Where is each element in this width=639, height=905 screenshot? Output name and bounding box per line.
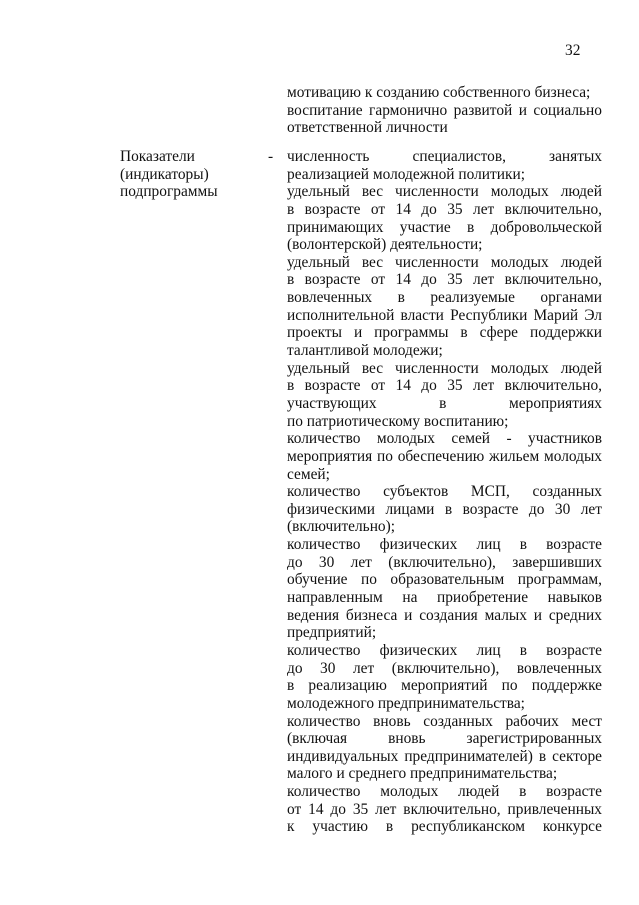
intro-text bbox=[287, 84, 602, 137]
text-line: малого и среднего предпринимательства; bbox=[287, 765, 558, 783]
label-line: (индикаторы) bbox=[120, 165, 209, 183]
text-line: мотивацию к созданию собственного бизнеса; bbox=[287, 84, 591, 101]
text-line: в реализацию мероприятий по поддержке bbox=[287, 677, 602, 695]
text-line: количество субъектов МСП, созданных bbox=[287, 483, 602, 501]
text-line: исполнительной власти Республики Марий Эл bbox=[287, 306, 602, 324]
text-line: (включая вновь зарегистрированных bbox=[287, 730, 602, 748]
text-line: воспитание гармонично развитой и социально bbox=[287, 101, 602, 119]
text-line: от 14 до 35 лет включительно, привлеченных bbox=[287, 800, 602, 818]
text-line: обучение по образовательным программам, bbox=[287, 571, 602, 589]
text-line: в возрасте от 14 до 35 лет включительно, bbox=[287, 200, 602, 218]
text-line: (волонтерской) деятельности; bbox=[287, 236, 483, 254]
text-line: ведения бизнеса и создания малых и средних bbox=[287, 606, 602, 624]
text-line: индивидуальных предпринимателей) в секторе bbox=[287, 747, 602, 765]
text-line: по патриотическому воспитанию; bbox=[287, 412, 509, 430]
text-line: количество физических лиц в возрасте bbox=[287, 536, 602, 554]
label-line: подпрограммы bbox=[120, 183, 218, 201]
text-line: реализацией молодежной политики; bbox=[287, 165, 525, 183]
text-line: предприятий; bbox=[287, 624, 377, 642]
text-line: ответственной личности bbox=[287, 119, 448, 137]
text-line: талантливой молодежи; bbox=[287, 342, 443, 360]
row-label bbox=[120, 148, 218, 201]
text-line: численность специалистов, занятых bbox=[287, 148, 602, 165]
text-line: в возрасте от 14 до 35 лет включительно, bbox=[287, 377, 602, 395]
text-line: проекты и программы в сфере поддержки bbox=[287, 324, 602, 342]
text-line: удельный вес численности молодых людей bbox=[287, 183, 602, 201]
text-line: количество вновь созданных рабочих мест bbox=[287, 712, 602, 730]
text-line: направленным на приобретение навыков bbox=[287, 589, 602, 607]
text-line: молодежного предпринимательства; bbox=[287, 694, 525, 712]
text-line: участвующих в мероприятиях bbox=[287, 394, 602, 412]
indicators-list bbox=[287, 148, 602, 836]
text-line: физическими лицами в возрасте до 30 лет bbox=[287, 500, 602, 518]
text-line: количество молодых семей - участников bbox=[287, 430, 602, 448]
text-line: мероприятия по обеспечению жильем молодых bbox=[287, 447, 602, 465]
text-line: до 30 лет (включительно), вовлеченных bbox=[287, 659, 602, 677]
text-line: (включительно); bbox=[287, 518, 396, 536]
text-line: вовлеченных в реализуемые органами bbox=[287, 289, 602, 307]
row-dash: - bbox=[268, 148, 274, 165]
text-line: до 30 лет (включительно), завершивших bbox=[287, 553, 602, 571]
text-line: удельный вес численности молодых людей bbox=[287, 253, 602, 271]
text-line: к участию в республиканском конкурсе bbox=[287, 818, 602, 836]
text-line: количество молодых людей в возрасте bbox=[287, 783, 602, 801]
text-line: количество физических лиц в возрасте bbox=[287, 641, 602, 659]
label-line: Показатели bbox=[120, 148, 195, 165]
text-line: удельный вес численности молодых людей bbox=[287, 359, 602, 377]
text-line: в возрасте от 14 до 35 лет включительно, bbox=[287, 271, 602, 289]
text-line: принимающих участие в добровольческой bbox=[287, 218, 602, 236]
page-number: 32 bbox=[565, 42, 581, 59]
text-line: семей; bbox=[287, 465, 330, 483]
